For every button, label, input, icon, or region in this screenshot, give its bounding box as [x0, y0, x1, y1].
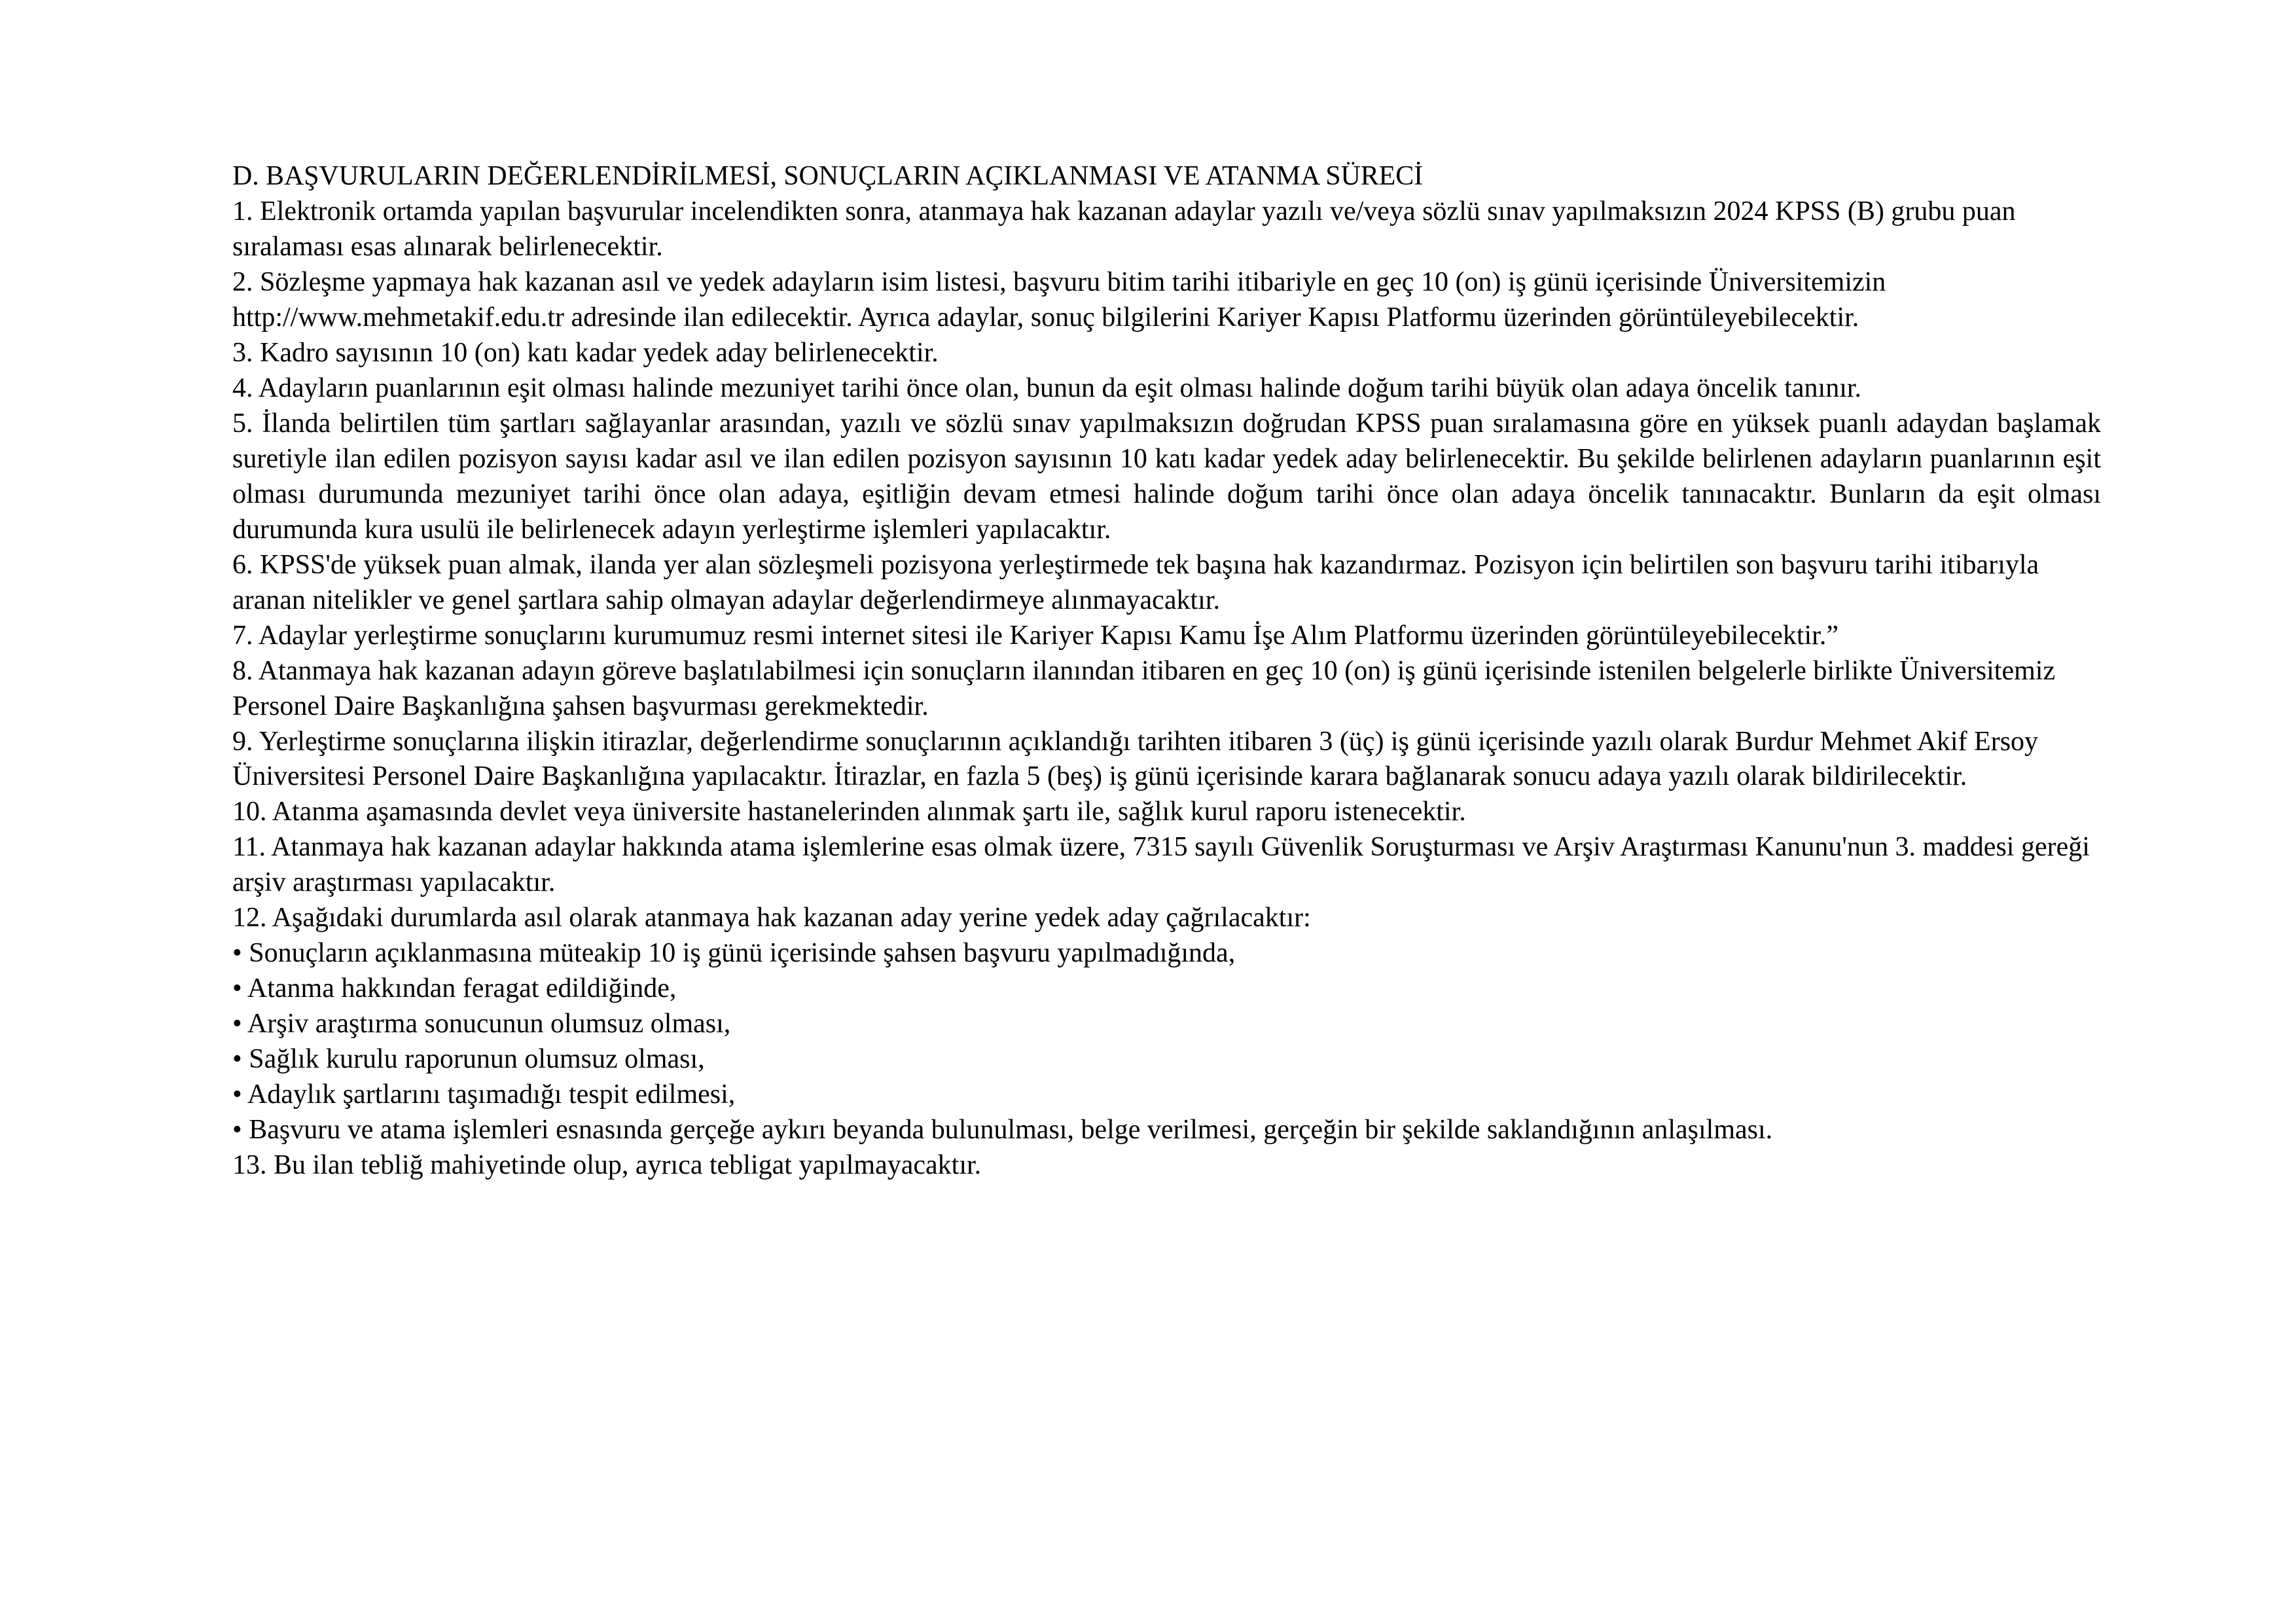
list-item-label: Sağlık kurulu raporunun olumsuz olması,: [249, 1044, 705, 1075]
paragraph-item-11: 11. Atanmaya hak kazanan adaylar hakkında atama işlemlerine esas olmak üzere, 7315 sayılı Güvenlik Soruşturması ve Arşiv Araştırması Kanunu'nun 3. maddesi gereği arşiv araştırması yapılacaktır.: [232, 832, 2090, 898]
paragraph-item-9: 9. Yerleştirme sonuçlarına ilişkin itirazlar, değerlendirme sonuçlarının açıklandığı tarihten itibaren 3 (üç) iş günü içerisinde yazılı olarak Burdur Mehmet Akif Ersoy Üniversitesi Personel Daire Başkanlığına yapılacaktır. İtirazlar, en fazla 5 (beş) iş günü içerisinde karara bağlanarak sonucu adaya yazılı olarak bildirilecektir.: [232, 726, 2039, 792]
page-title: D. BAŞVURULARIN DEĞERLENDİRİLMESİ, SONUÇLARIN AÇIKLANMASI VE ATANMA SÜRECİ: [232, 161, 1424, 191]
bullet-marker-icon: •: [232, 1009, 242, 1039]
paragraph-item-12: 12. Aşağıdaki durumlarda asıl olarak atanmaya hak kazanan aday yerine yedek aday çağrılacaktır:: [232, 903, 1311, 933]
bullet-marker-icon: •: [232, 1115, 242, 1146]
paragraph-item-3: 3. Kadro sayısının 10 (on) katı kadar yedek aday belirlenecektir.: [232, 337, 939, 368]
list-item-label: Sonuçların açıklanmasına müteakip 10 iş günü içerisinde şahsen başvuru yapılmadığında,: [249, 938, 1236, 969]
paragraph-item-6: 6. KPSS'de yüksek puan almak, ilanda yer alan sözleşmeli pozisyona yerleştirmede tek başına hak kazandırmaz. Pozisyon için belirtilen son başvuru tarihi itibarıyla aranan nitelikler ve genel şartlara sahip olmayan adaylar değerlendirmeye alınmayacaktır.: [232, 549, 2039, 615]
paragraph-item-5: 5. İlanda belirtilen tüm şartları sağlayanlar arasından, yazılı ve sözlü sınav yapılmaksızın doğrudan KPSS puan sıralamasına göre en yüksek puanlı adaydan başlamak suretiyle ilan edilen pozisyon sayısı kadar asıl ve ilan edilen pozisyon sayısının 10 katı kadar yedek aday belirlenecektir. Bu şekilde belirlenen adayların puanlarının eşit olması durumunda mezuniyet tarihi önce olan adaya, eşitliğin devam etmesi halinde doğum tarihi önce olan adaya öncelik tanınacaktır. Bunların da eşit olması durumunda kura usulü ile belirlenecek adayın yerleştirme işlemleri yapılacaktır.: [232, 408, 2101, 545]
list-item-label: Atanma hakkından feragat edildiğinde,: [247, 973, 677, 1004]
list-item-label: Arşiv araştırma sonucunun olumsuz olması,: [247, 1009, 731, 1039]
list-item: [232, 1113, 2101, 1148]
paragraph-item-10: 10. Atanma aşamasında devlet veya üniversite hastanelerinden alınmak şartı ile, sağlık kurul raporu istenecektir.: [232, 797, 1466, 827]
list-item: [232, 1042, 2101, 1077]
list-item: [232, 1077, 2101, 1113]
bullet-marker-icon: •: [232, 973, 242, 1004]
paragraph-item-13: 13. Bu ilan tebliğ mahiyetinde olup, ayrıca tebligat yapılmayacaktır.: [232, 1150, 982, 1181]
list-item: [232, 971, 2101, 1007]
list-item-label: Adaylık şartlarını taşımadığı tespit edilmesi,: [247, 1079, 736, 1110]
bullet-marker-icon: •: [232, 1079, 242, 1110]
list-item: [232, 936, 2101, 971]
bullet-marker-icon: •: [232, 938, 242, 969]
paragraph-item-7: 7. Adaylar yerleştirme sonuçlarını kurumumuz resmi internet sitesi ile Kariyer Kapısı Kamu İşe Alım Platformu üzerinden görüntüleyebilecektir.”: [232, 620, 1839, 651]
paragraph-item-2: 2. Sözleşme yapmaya hak kazanan asıl ve yedek adayların isim listesi, başvuru bitim tarihi itibariyle en geç 10 (on) iş günü içerisinde Üniversitemizin http://www.mehmetakif.edu.tr adresinde ilan edilecektir. Ayrıca adaylar, sonuç bilgilerini Kariyer Kapısı Platformu üzerinden görüntüleyebilecektir.: [232, 266, 1886, 333]
document-content: [232, 159, 2101, 1183]
paragraph-item-1: 1. Elektronik ortamda yapılan başvurular incelendikten sonra, atanmaya hak kazanan adaylar yazılı ve/veya sözlü sınav yapılmaksızın 2024 KPSS (B) grubu puan sıralaması esas alınarak belirlenecektir.: [232, 196, 2016, 262]
paragraph-item-4: 4. Adayların puanlarının eşit olması halinde mezuniyet tarihi önce olan, bunun da eşit olması halinde doğum tarihi büyük olan adaya öncelik tanınır.: [232, 372, 1862, 403]
list-item-label: Başvuru ve atama işlemleri esnasında gerçeğe aykırı beyanda bulunulması, belge verilmesi, gerçeğin bir şekilde saklandığının anlaşılması.: [249, 1115, 1773, 1146]
paragraph-item-8: 8. Atanmaya hak kazanan adayın göreve başlatılabilmesi için sonuçların ilanından itibaren en geç 10 (on) iş günü içerisinde istenilen belgelerle birlikte Üniversitemiz Personel Daire Başkanlığına şahsen başvurması gerekmektedir.: [232, 655, 2056, 721]
bullet-marker-icon: •: [232, 1044, 242, 1075]
list-item: [232, 1007, 2101, 1042]
